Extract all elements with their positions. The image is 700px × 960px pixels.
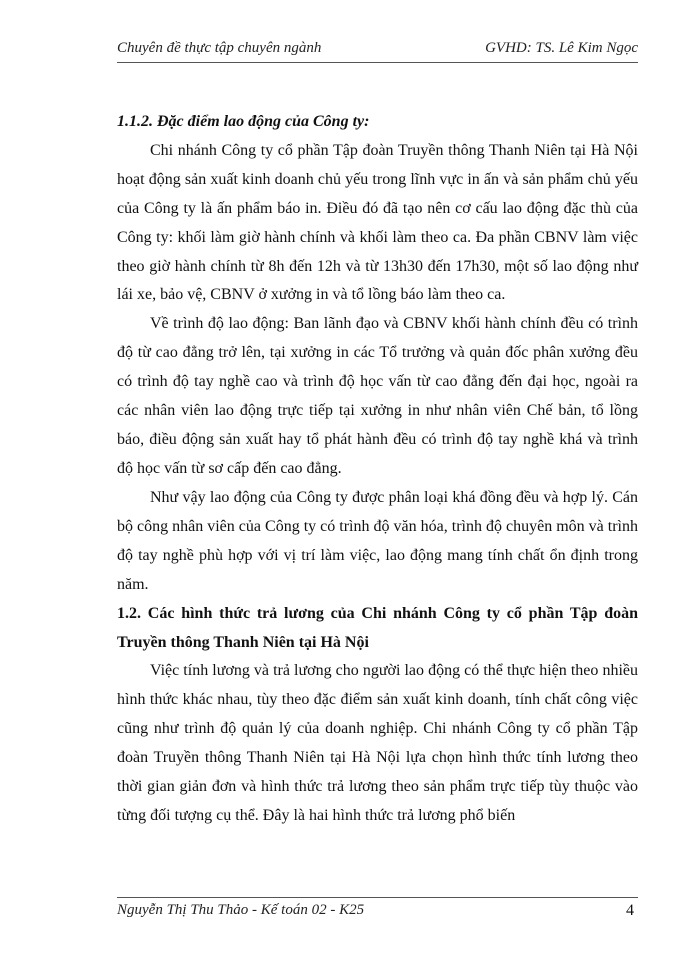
paragraph: Như vậy lao động của Công ty được phân loại khá đồng đều và hợp lý. Cán bộ công nhân viên của Công ty có trình độ văn hóa, trình độ chuyên môn và trình độ tay nghề phù hợp với vị trí làm việc, lao động mang tính chất ổn định trong năm.	[117, 488, 638, 593]
page-number: 4	[626, 902, 634, 919]
paragraph: Chi nhánh Công ty cổ phần Tập đoàn Truyền thông Thanh Niên tại Hà Nội hoạt động sản xuất kinh doanh chủ yếu trong lĩnh vực in ấn và sản phẩm chủ yếu của Công ty là ấn phẩm báo in. Điều đó đã tạo nên cơ cấu lao động đặc thù của Công ty: khối làm giờ hành chính và khối làm theo ca. Đa phần CBNV làm việc theo giờ hành chính từ 8h đến 12h và từ 13h30 đến 17h30, một số lao động như lái xe, bảo vệ, CBNV ở xưởng in và tổ lồng báo làm theo ca.	[117, 141, 638, 304]
page-footer	[117, 897, 638, 920]
paragraph: Về trình độ lao động: Ban lãnh đạo và CBNV khối hành chính đều có trình độ từ cao đẳng trở lên, tại xưởng in các Tổ trưởng và quản đốc phân xưởng đều có trình độ tay nghề cao và trình độ học vấn từ cao đẳng đến đại học, ngoài ra các nhân viên lao động trực tiếp tại xưởng in như nhân viên Chế bản, tổ lồng báo, điều động sản xuất hay tổ phát hành đều có trình độ tay nghề khá và trình độ học vấn từ sơ cấp đến cao đẳng.	[117, 315, 638, 477]
header-course-title: Chuyên đề thực tập chuyên ngành	[117, 40, 322, 56]
section-heading-1-1-2: 1.1.2. Đặc điểm lao động của Công ty:	[117, 113, 370, 130]
document-body	[117, 108, 638, 831]
section-heading-1-2: 1.2. Các hình thức trả lương của Chi nhánh Công ty cổ phần Tập đoàn Truyền thông Thanh Niên tại Hà Nội	[117, 605, 638, 652]
page-header	[117, 40, 638, 63]
paragraph: Việc tính lương và trả lương cho người lao động có thể thực hiện theo nhiều hình thức khác nhau, tùy theo đặc điểm sản xuất kinh doanh, tính chất công việc cũng như trình độ quản lý của doanh nghiệp. Chi nhánh Công ty cổ phần Tập đoàn Truyền thông Thanh Niên tại Hà Nội lựa chọn hình thức tính lương theo thời gian giản đơn và hình thức trả lương theo sản phẩm trực tiếp tùy thuộc vào từng đối tượng cụ thể. Đây là hai hình thức trả lương phổ biến	[117, 662, 638, 824]
footer-author: Nguyễn Thị Thu Thảo - Kế toán 02 - K25	[117, 902, 365, 918]
header-advisor: GVHD: TS. Lê Kim Ngọc	[485, 40, 638, 56]
